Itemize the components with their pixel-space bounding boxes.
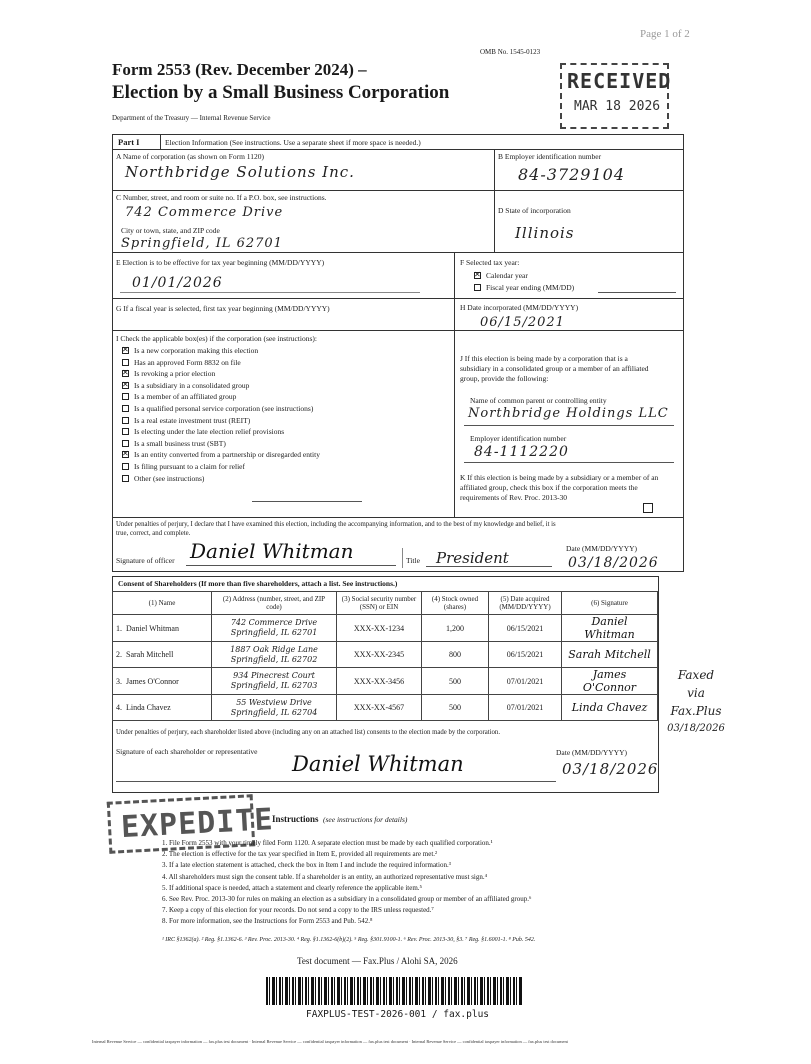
i-item[interactable] [122,450,442,462]
field-h-label: H Date incorporated (MM/DD/YYYY) [460,303,579,312]
incorporation-date-value[interactable]: 06/15/2021 [480,315,565,330]
officer-signature-label: Signature of officer [116,556,175,565]
k-checkbox[interactable] [643,503,653,513]
i-item-checkbox[interactable] [122,370,129,377]
col-date-header: (5) Date acquired (MM/DD/YYYY) [489,592,562,615]
i-item[interactable] [122,427,442,439]
footer-strip: Internal Revenue Service — confidential taxpayer information — fax.plus test document · Internal Revenue Service — confidential taxpayer information — fax.plus test document · Internal Revenue Service — confidential taxpayer information — fax.plus test document [92,1039,568,1044]
instruction-item: 3. If a late election statement is attached, check the box in Item I and include the required information.³ [162,861,451,870]
shareholder-name: 3. James O'Connor [113,668,212,695]
i-item-checkbox[interactable] [122,405,129,412]
field-i-label: I Check the applicable box(es) if the corporation (see instructions): [116,334,317,343]
instructions-title: Instructions (see instructions for details) [272,814,408,824]
form-title: Form 2553 (Rev. December 2024) – [112,60,367,79]
representative-date-label: Date (MM/DD/YYYY) [556,748,628,757]
corporation-name-value[interactable]: Northbridge Solutions Inc. [125,163,355,181]
i-item-label: Other (see instructions) [134,473,205,483]
calendar-year-label: Calendar year [486,271,528,280]
part1-heading: Election Information (See instructions. Use a separate sheet if more space is needed.) [165,138,421,147]
street-value[interactable]: 742 Commerce Drive [125,205,284,220]
i-item-checkbox[interactable] [122,382,129,389]
representative-signature[interactable]: Daniel Whitman [292,752,464,776]
calendar-year-option[interactable] [474,271,528,281]
instruction-item: 1. File Form 2553 with your timely filed Form 1120. A separate election must be made by each qualified corporation.¹ [162,839,493,847]
received-stamp-title: RECEIVED [567,69,672,93]
i-item-label: Is a new corporation making this election [134,346,259,355]
field-j-text: J If this election is being made by a corporation that is a subsidiary in a consolidated group or a member of an affiliated group, provide the following: [460,354,649,383]
field-c-label: C Number, street, and room or suite no. If a P.O. box, see instructions. [116,193,327,202]
i-item[interactable] [122,474,442,486]
field-a-label: A Name of corporation (as shown on Form 1120) [116,152,265,161]
state-value[interactable]: Illinois [515,224,575,242]
fiscal-year-checkbox[interactable] [474,284,481,291]
field-b-label: B Employer identification number [498,152,602,161]
table-header-row [113,592,658,615]
calendar-year-checkbox[interactable] [474,272,481,279]
instruction-item: 6. See Rev. Proc. 2013-30 for rules on making an election as a subsidiary in a consolidated group or member of an affiliated group.⁶ [162,895,532,904]
expedite-stamp-text: EXPEDITE [120,802,275,846]
i-item-label: Is electing under the late election relief provisions [134,427,285,437]
i-item[interactable] [122,346,442,358]
col-signature-header: (6) Signature [562,592,658,615]
i-item-checkbox[interactable] [122,393,129,400]
instruction-item: 8. For more information, see the Instructions for Form 2553 and Pub. 542.⁸ [162,917,373,926]
i-item[interactable] [122,369,442,381]
shareholder-ssn: XXX-XX-1234 [337,615,422,642]
i-item-label: Is an entity converted from a partnership or disregarded entity [134,450,320,460]
j-parent-label: Name of common parent or controlling entity [470,396,607,405]
shareholder-shares: 500 [422,668,489,695]
i-item-label: Is a real estate investment trust (REIT) [134,415,251,425]
fiscal-year-option[interactable] [474,283,574,293]
field-f-label: F Selected tax year: [460,258,520,267]
shareholder-signature[interactable]: James O'Connor [562,668,658,695]
shareholder-table [112,591,658,721]
instruction-item: 7. Keep a copy of this election for your records. Do not send a copy to the IRS unless requested.⁷ [162,906,434,915]
i-item-label: Is revoking a prior election [134,369,216,379]
form-subtitle: Election by a Small Business Corporation [112,82,450,103]
shareholder-date: 07/01/2021 [489,695,562,721]
part1-label: Part I [118,137,140,147]
shareholder-address: 1887 Oak Ridge Lane Springfield, IL 62702 [212,642,337,668]
shareholder-shares: 1,200 [422,615,489,642]
received-stamp-date: MAR 18 2026 [574,99,661,114]
officer-date-label: Date (MM/DD/YYYY) [566,544,638,553]
i-item-label: Is filing pursuant to a claim for relief [134,461,246,471]
i-item-checkbox[interactable] [122,359,129,366]
shareholder-date: 06/15/2021 [489,615,562,642]
instruction-item: 4. All shareholders must sign the consent table. If a shareholder is an entity, an authorized representative must sign.⁴ [162,872,488,881]
field-g-label: G If a fiscal year is selected, first tax year beginning (MM/DD/YYYY) [116,304,330,313]
ein-value[interactable]: 84-3729104 [518,165,626,184]
i-item[interactable] [122,416,442,428]
i-item[interactable] [122,404,442,416]
test-document-label: Test document — Fax.Plus / Alohi SA, 2026 [297,956,458,966]
col-shares-header: (4) Stock owned (shares) [422,592,489,615]
footnotes: ¹ IRC §1362(a). ² Reg. §1.1362-6. ³ Rev. Proc. 2013-30. ⁴ Reg. §1.1362-6(b)(2). ⁵ Reg. §301.9100-1. ⁶ Rev. Proc. 2013-30, §3. ⁷ Reg. §1.6001-1. ⁸ Pub. 542. [162,937,536,943]
i-item-label: Is a small business trust (SBT) [134,438,226,448]
shareholder-ssn: XXX-XX-2345 [337,642,422,668]
j-ein-value[interactable]: 84-1112220 [474,444,569,460]
shareholder-name: 1. Daniel Whitman [113,615,212,642]
i-item-checkbox[interactable] [122,475,129,482]
shareholder-address: 55 Westview Drive Springfield, IL 62704 [212,695,337,721]
i-item-checkbox[interactable] [122,440,129,447]
department-line: Department of the Treasury — Internal Revenue Service [112,114,271,122]
fiscal-year-label: Fiscal year ending (MM/DD) [486,283,575,292]
i-item[interactable] [122,392,442,404]
perjury-statement: Under penalties of perjury, I declare that I have examined this election, including the accompanying information, and to the best of my knowledge and belief, it is true, correct, and complete. [116,521,556,537]
i-item-label: Is a member of an affiliated group [134,392,237,402]
instruction-item: 5. If additional space is needed, attach a statement and clearly reference the applicable item.⁵ [162,883,422,892]
i-item-label: Is a subsidiary in a consolidated group [134,380,250,390]
field-k-text: K If this election is being made by a subsidiary or a member of an affiliated group, check this box if the corporation meets the requirements of Rev. Proc. 2013-30 [460,473,659,502]
table-row [113,668,658,695]
i-item[interactable] [122,462,442,474]
instructions-list [162,838,722,928]
barcode-text: FAXPLUS-TEST-2026-001 / fax.plus [306,1009,490,1020]
consent-heading: Consent of Shareholders (If more than five shareholders, attach a list. See instructions.) [118,579,398,588]
table-row [113,642,658,668]
i-item[interactable] [122,439,442,451]
shareholder-ssn: XXX-XX-3456 [337,668,422,695]
officer-title-label: Title [406,556,420,565]
i-item-label: Is a qualified personal service corporation (see instructions) [134,403,314,413]
shareholder-shares: 500 [422,695,489,721]
col-address-header: (2) Address (number, street, and ZIP code) [212,592,337,615]
shareholder-address: 742 Commerce Drive Springfield, IL 62701 [212,615,337,642]
shareholder-date: 07/01/2021 [489,668,562,695]
i-checkbox-list [122,346,442,485]
field-d-label: D State of incorporation [498,206,571,215]
effective-date-value[interactable]: 01/01/2026 [132,275,223,291]
omb-number: OMB No. 1545-0123 [480,48,541,56]
city-label: City or town, state, and ZIP code [121,226,220,235]
i-item-label: Has an approved Form 8832 on file [134,357,241,367]
officer-date-value[interactable]: 03/18/2026 [568,555,659,571]
shareholder-ssn: XXX-XX-4567 [337,695,422,721]
shareholder-name: 2. Sarah Mitchell [113,642,212,668]
col-name-header: (1) Name [113,592,212,615]
field-e-label: E Election is to be effective for tax year beginning (MM/DD/YYYY) [116,258,325,267]
shareholder-signature[interactable]: Daniel Whitman [562,615,658,642]
received-stamp [560,63,672,129]
officer-title-value[interactable]: President [436,549,509,567]
consent-perjury: Under penalties of perjury, each shareholder listed above (including any on an attached list) consents to the election made by the corporation. [116,729,501,736]
table-row [113,695,658,721]
representative-label: Signature of each shareholder or representative [116,747,258,756]
col-ssn-header: (3) Social security number (SSN) or EIN [337,592,422,615]
j-ein-label: Employer identification number [470,434,567,443]
j-parent-value[interactable]: Northbridge Holdings LLC [468,406,669,421]
representative-date[interactable]: 03/18/2026 [562,760,659,778]
shareholder-signature[interactable]: Linda Chavez [562,695,658,721]
table-row [113,615,658,642]
shareholder-shares: 800 [422,642,489,668]
i-item[interactable] [122,358,442,370]
barcode [266,977,522,1005]
shareholder-address: 934 Pinecrest Court Springfield, IL 62703 [212,668,337,695]
i-item[interactable] [122,381,442,393]
instruction-item: 2. The election is effective for the tax year specified in Item E, provided all requirements are met.² [162,850,438,859]
officer-signature[interactable]: Daniel Whitman [190,539,354,563]
shareholder-name: 4. Linda Chavez [113,695,212,721]
city-value[interactable]: Springfield, IL 62701 [121,236,283,251]
shareholder-date: 06/15/2021 [489,642,562,668]
i-item-checkbox[interactable] [122,463,129,470]
fax-side-note: Faxed via Fax.Plus 03/18/2026 [667,668,725,734]
i-item-checkbox[interactable] [122,451,129,458]
shareholder-signature[interactable]: Sarah Mitchell [562,642,658,668]
i-item-checkbox[interactable] [122,347,129,354]
i-item-checkbox[interactable] [122,417,129,424]
i-item-checkbox[interactable] [122,428,129,435]
page-counter: Page 1 of 2 [640,28,690,40]
